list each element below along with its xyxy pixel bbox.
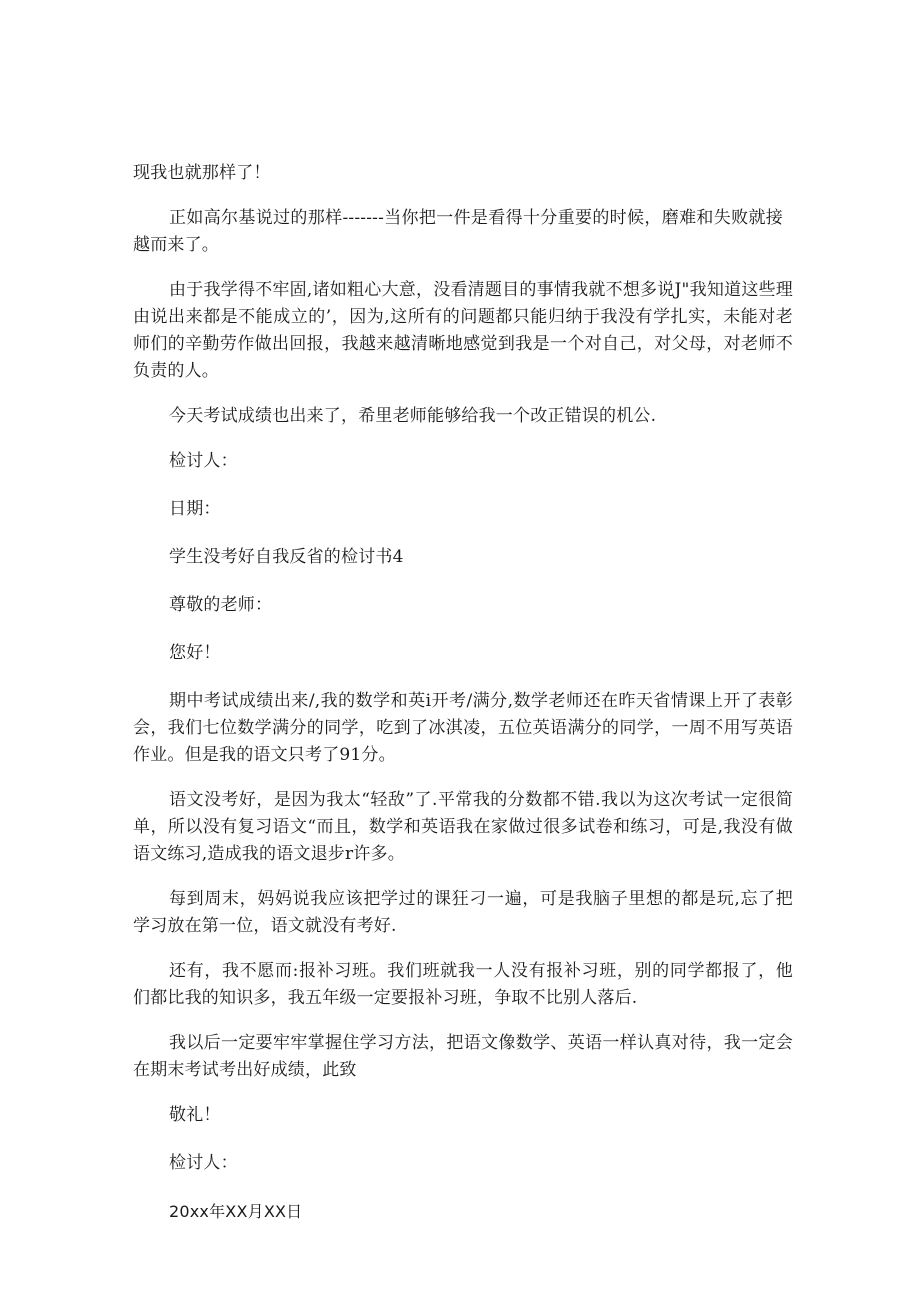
paragraph-request: 今天考试成绩也出来了，希里老师能够给我一个改正错误的机公.: [169, 406, 657, 426]
greeting: 您好！: [169, 643, 221, 663]
paragraph-continuation: 现我也就那样了！: [133, 163, 271, 183]
date-value: 20xx年XX月XX日: [169, 1202, 303, 1221]
closing-salute: 敬礼！: [169, 1105, 221, 1125]
paragraph-chinese-score: 语文没考好，是因为我太“轻敌”了.平常我的分数都不错.我以为这次考试一定很简单，所以没有复习语文“而且，数学和英语我在家做过很多试卷和练习，可是,我没有做语文练习,造成我的语文退步r许多。: [133, 790, 793, 864]
salutation: 尊敬的老师：: [169, 595, 273, 615]
paragraph-weekend: 每到周末，妈妈说我应该把学过的课狂刁一遍，可是我脑子里想的都是玩,忘了把学习放在第一位，语文就没有考好.: [133, 889, 793, 936]
paragraph-tutoring: 还有，我不愿而:报补习班。我们班就我一人没有报补习班，别的同学都报了，他们都比我的知识多，我五年级一定要报补习班，争取不比别人落后.: [133, 961, 793, 1008]
document-body: [133, 160, 793, 1246]
date-label: 日期：: [169, 499, 221, 519]
signature-label-2: 检讨人：: [169, 1153, 238, 1173]
paragraph-gorky-quote: 正如高尔基说过的那样-------当你把一件是看得十分重要的时候，磨难和失败就接越而来了。: [133, 208, 783, 255]
paragraph-resolution: 我以后一定要牢牢掌握住学习方法，把语文像数学、英语一样认真对待，我一定会在期末考试考出好成绩，此致: [133, 1033, 793, 1080]
paragraph-midterm-results: 期中考试成绩出来/,我的数学和英i开考/满分,数学老师还在昨天省情课上开了表彰会，我们七位数学满分的同学，吃到了冰淇凌，五位英语满分的同学，一周不用写英语作业。但是我的语文只考了91分。: [133, 691, 793, 765]
signature-label: 检讨人：: [169, 451, 238, 471]
paragraph-reasons: 由于我学得不牢固,诸如粗心大意，没看清题目的事情我就不想多说J"我知道这些理由说出来都是不能成立的’，因为,这所有的问题都只能归纳于我没有学扎实，未能对老师们的辛勤劳作做出回报，我越来越清晰地感觉到我是一个对自己，对父母，对老师不负责的人。: [133, 280, 793, 381]
section-title: 学生没考好自我反省的检讨书4: [169, 547, 404, 567]
